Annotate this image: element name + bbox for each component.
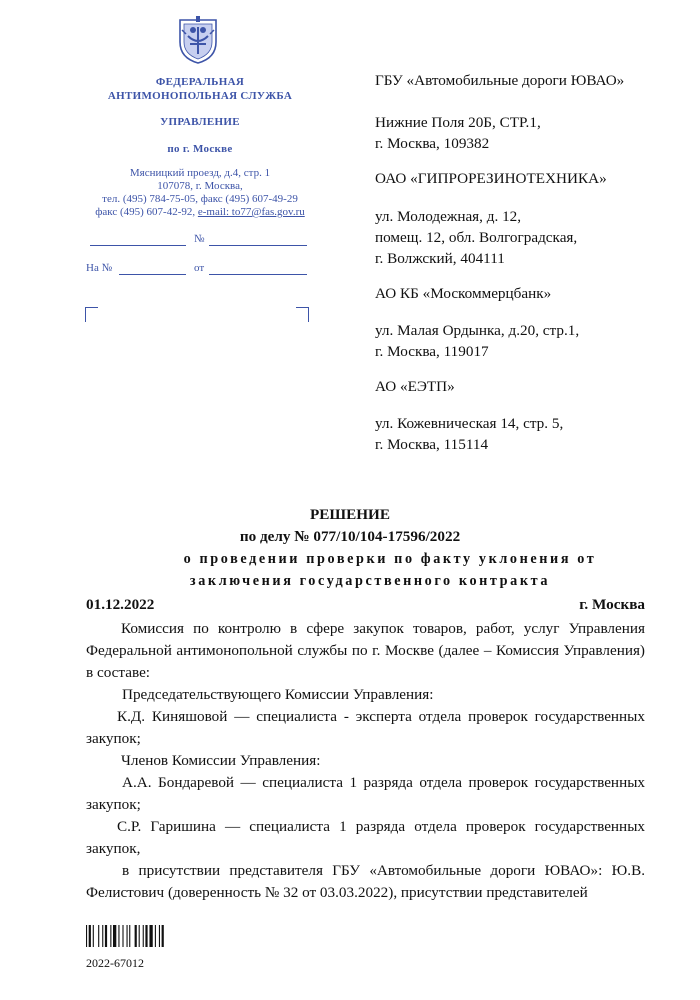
barcode-icon [86, 925, 194, 947]
addressee-2-name: ОАО «ГИПРОРЕЗИНОТЕХНИКА» [375, 170, 607, 187]
document-subject-line2: заключения государственного контракта [189, 573, 551, 589]
ref-number-label: На № [86, 262, 113, 274]
letterhead-org-line2: АНТИМОНОПОЛЬНАЯ СЛУЖБА [107, 90, 293, 102]
barcode-bar [122, 925, 123, 947]
addressee-1-address-line1: Нижние Поля 20Б, СТР.1, [375, 114, 541, 131]
decision-city: г. Москва [579, 596, 645, 613]
address-block-corner-left [85, 307, 98, 322]
letterhead-address [60, 167, 340, 219]
barcode-bar [129, 925, 130, 947]
addressee-4-address-line2: г. Москва, 115114 [375, 436, 489, 453]
reg-number-sign: № [194, 233, 205, 245]
paragraph-chair: К.Д. Киняшовой — специалиста - эксперта отдела проверок государственных закупок; [86, 708, 645, 747]
barcode-bar [102, 925, 103, 947]
addressee-4-name: АО «ЕЭТП» [375, 378, 455, 395]
barcode-bar [139, 925, 140, 947]
barcode-bar [159, 925, 160, 947]
address-block-corner-right [296, 307, 309, 322]
barcode-bar [113, 925, 116, 947]
letterhead-email-link[interactable]: e-mail: to77@fas.gov.ru [197, 206, 305, 218]
ref-date-label: от [194, 262, 205, 274]
barcode-bar [86, 925, 87, 947]
reg-number-line-left [90, 245, 186, 246]
letterhead-dept: УПРАВЛЕНИЕ [160, 116, 240, 128]
paragraph-member-1: А.А. Бондаревой — специалиста 1 разряда отдела проверок государственных закупок; [86, 774, 645, 813]
barcode-bar [143, 925, 144, 947]
addressee-2-address-line2: помещ. 12, обл. Волгоградская, [375, 229, 578, 246]
addressee-3-address-line2: г. Москва, 119017 [375, 343, 489, 360]
barcode-bar [135, 925, 137, 947]
paragraph-commission: Комиссия по контролю в сфере закупок товаров, работ, услуг Управления Федеральной антимонопольной службы по г. Москве (далее – Комиссия Управления) в составе: [86, 620, 645, 681]
paragraph-members-heading: Членов Комиссии Управления: [121, 752, 321, 769]
paragraph-chair-heading: Председательствующего Комиссии Управления: [122, 686, 434, 703]
addressee-2-address-line1: ул. Молодежная, д. 12, [375, 208, 522, 225]
addressee-2-address-line3: г. Волжский, 404111 [375, 250, 505, 267]
barcode-bar [89, 925, 91, 947]
paragraph-member-2: С.Р. Гаришина — специалиста 1 разряда отдела проверок государственных закупок, [86, 818, 645, 857]
case-number: по делу № 077/10/104-17596/2022 [239, 528, 461, 545]
addressee-1-address-line2: г. Москва, 109382 [375, 135, 490, 152]
addressee-1-address [375, 112, 685, 154]
letterhead-city: по г. Москве [167, 143, 233, 155]
russian-coat-of-arms-icon [176, 14, 220, 64]
decision-date: 01.12.2022 [86, 596, 155, 613]
barcode-bar [155, 925, 156, 947]
addressee-4-address [375, 413, 685, 455]
document-title: РЕШЕНИЕ [310, 506, 390, 523]
addressee-3-address-line1: ул. Малая Ордынка, д.20, стр.1, [375, 322, 580, 339]
ref-number-line [119, 274, 186, 275]
barcode-bar [162, 925, 164, 947]
document-subject-line1: о проведении проверки по факту уклонения от [183, 551, 597, 567]
reg-number-line-right [209, 245, 307, 246]
addressee-2-address [375, 206, 685, 269]
barcode-number: 2022-67012 [86, 956, 144, 970]
letterhead-fax: факс (495) 607-42-92, [95, 206, 198, 218]
addressee-4-address-line1: ул. Кожевническая 14, стр. 5, [375, 415, 564, 432]
barcode-bar [127, 925, 128, 947]
letterhead-address-line2: 107078, г. Москва, [157, 180, 243, 192]
barcode-bar [149, 925, 152, 947]
barcode-bar [118, 925, 119, 947]
barcode-bar [93, 925, 94, 947]
addressee-3-address [375, 320, 685, 362]
letterhead-address-line4 [60, 206, 340, 219]
letterhead-org-line1: ФЕДЕРАЛЬНАЯ [155, 76, 245, 88]
barcode-bar [110, 925, 111, 947]
barcode-bar [98, 925, 99, 947]
barcode-bar [145, 925, 147, 947]
addressee-1-name: ГБУ «Автомобильные дороги ЮВАО» [375, 72, 625, 89]
barcode-bar [105, 925, 107, 947]
letterhead-org-name [60, 75, 340, 103]
addressee-3-name: АО КБ «Москоммерцбанк» [375, 285, 552, 302]
paragraph-presence: в присутствии представителя ГБУ «Автомобильные дороги ЮВАО»: Ю.В. Фелистович (доверенность № 32 от 03.03.2022), присутствии представителей [86, 862, 645, 901]
letterhead-address-line1: Мясницкий проезд, д.4, стр. 1 [129, 167, 271, 179]
ref-date-line [209, 274, 307, 275]
letterhead-address-line3: тел. (495) 784-75-05, факс (495) 607-49-29 [102, 193, 298, 205]
